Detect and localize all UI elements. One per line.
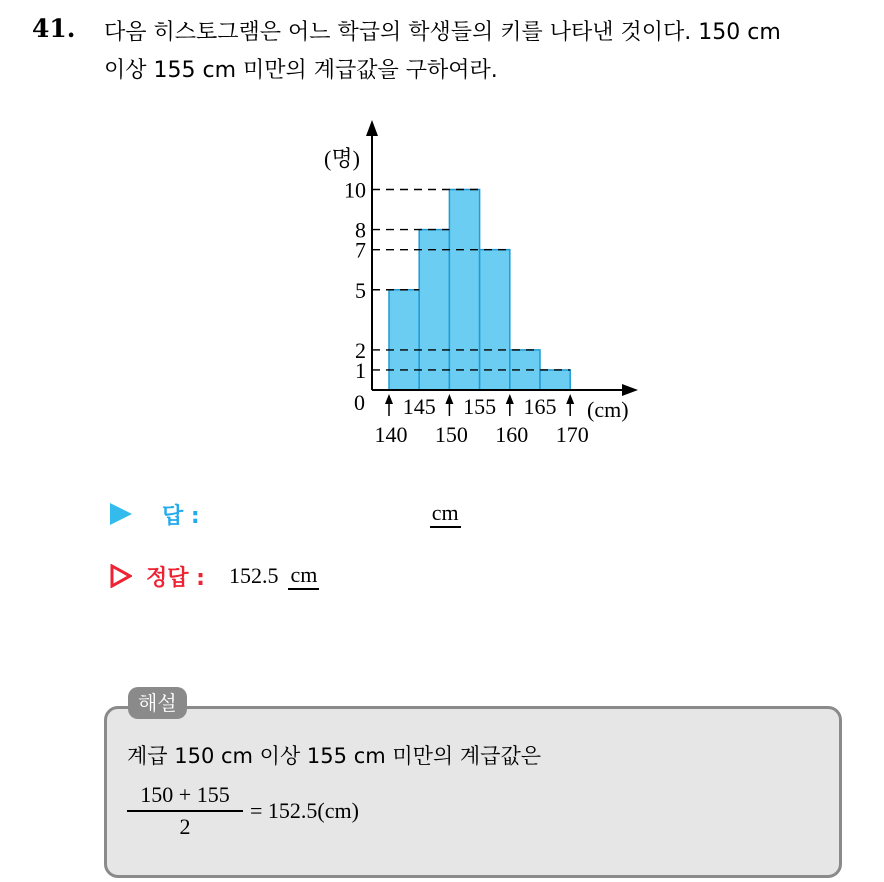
question-number: 41. (32, 14, 76, 43)
x-upper-label-165: 165 (523, 394, 557, 419)
x-upper-label-155: 155 (463, 394, 497, 419)
question-line-2: 이상 155 cm 미만의 계급값을 구하여라. (104, 58, 498, 83)
x-lower-label-160: 160 (495, 422, 529, 447)
explanation-line: 계급 150 cm 이상 155 cm 미만의 계급값은 (127, 744, 542, 768)
x-lower-label-140: 140 (374, 422, 408, 447)
question-text (104, 14, 874, 90)
x-arrow-head-170 (566, 394, 574, 404)
correct-answer-label: 정답 : (146, 565, 205, 591)
histogram-chart (300, 110, 660, 455)
x-lower-label-170: 170 (555, 422, 589, 447)
x-upper-label-145: 145 (402, 394, 436, 419)
x-arrow-head-160 (506, 394, 514, 404)
x-unit-label: (cm) (587, 397, 629, 422)
correct-answer-value: 152.5 (228, 563, 279, 588)
histogram-bar-140-145 (389, 290, 419, 390)
correct-answer-row (110, 556, 319, 596)
x-arrow-head-150 (445, 394, 453, 404)
y-tick-label-2: 2 (355, 337, 366, 363)
histogram-bar-145-150 (419, 230, 449, 390)
fraction-denominator: 2 (179, 814, 191, 839)
y-tick-label-1: 1 (355, 357, 366, 383)
explanation-fraction (127, 782, 243, 840)
answer-label: 답 : (162, 503, 200, 529)
histogram-bar-155-160 (480, 250, 510, 390)
histogram-bar-150-155 (449, 190, 479, 391)
y-tick-label-7: 7 (355, 237, 366, 263)
y-unit-label: (명) (324, 146, 360, 171)
play-triangle-icon (110, 503, 132, 525)
y-axis-arrow-icon (366, 120, 378, 136)
x-lower-label-150: 150 (434, 422, 468, 447)
x-arrow-head-140 (385, 394, 393, 404)
question-line-1: 다음 히스토그램은 어느 학급의 학생들의 키를 나타낸 것이다. 150 cm (104, 20, 781, 45)
correct-answer-unit: cm (288, 562, 319, 590)
histogram-bar-165-170 (540, 370, 570, 390)
origin-label: 0 (354, 390, 365, 415)
y-tick-label-5: 5 (355, 277, 366, 303)
fraction-numerator: 150 + 155 (127, 782, 243, 812)
explanation-tag: 해설 (128, 687, 187, 719)
x-axis-arrow-icon (622, 384, 638, 396)
outline-triangle-icon (110, 564, 132, 588)
y-tick-label-8: 8 (355, 217, 366, 243)
y-tick-label-10: 10 (344, 177, 366, 203)
answer-unit-blank[interactable]: cm (430, 500, 461, 528)
explanation-result: = 152.5(cm) (250, 798, 359, 823)
answer-row (110, 494, 461, 534)
